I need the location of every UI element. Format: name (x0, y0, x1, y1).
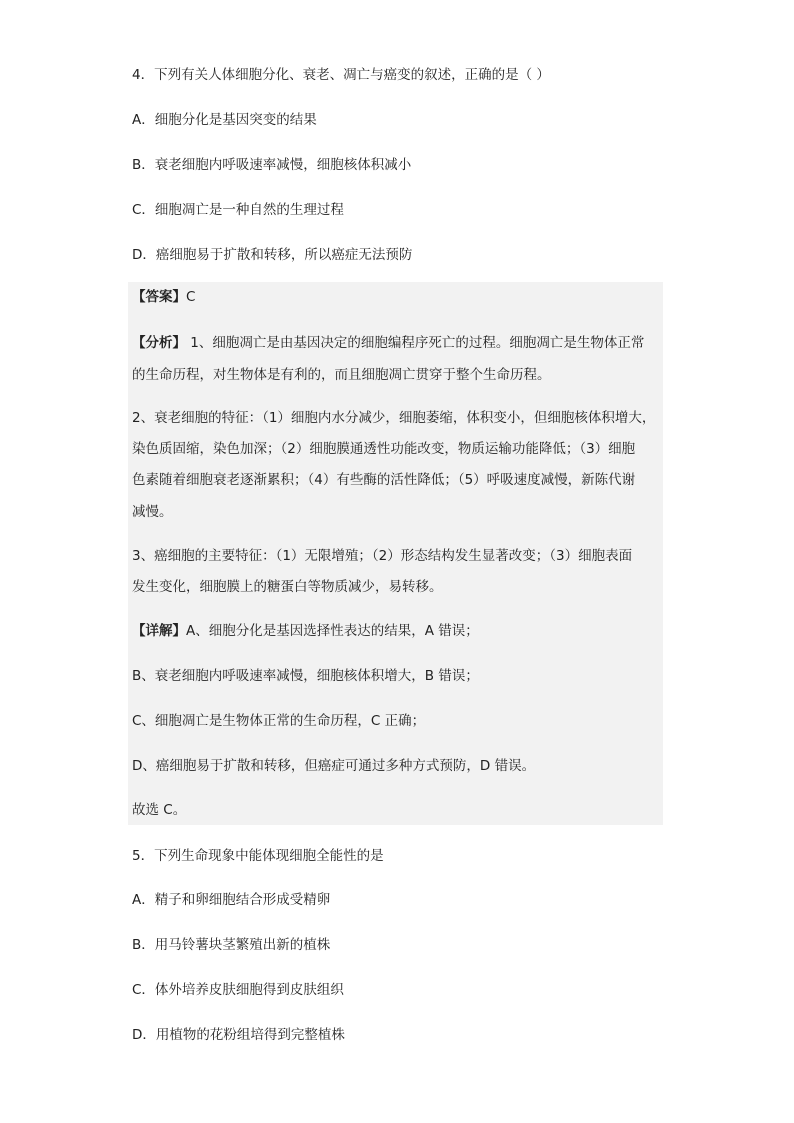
detail-text: A、细胞分化是基因选择性表达的结果，A 错误； (186, 623, 479, 639)
analysis-line-8: 发生变化，细胞膜上的糖蛋白等物质减少，易转移。 (132, 579, 443, 595)
analysis-label: 【分析】 (132, 335, 186, 351)
analysis-line-1 (132, 333, 662, 353)
question-5-option-d: D．用植物的花粉组培得到完整植株 (132, 1027, 345, 1043)
answer-label: 【答案】 (132, 289, 186, 305)
question-4-option-b: B．衰老细胞内呼吸速率减慢，细胞核体积减小 (132, 157, 412, 173)
analysis-line-5: 色素随着细胞衰老逐渐累积；（4）有些酶的活性降低；（5）呼吸速度减慢，新陈代谢 (132, 472, 636, 488)
analysis-text: 1、细胞凋亡是由基因决定的细胞编程序死亡的过程。细胞凋亡是生物体正常 (186, 335, 645, 351)
analysis-line-3: 2、衰老细胞的特征：（1）细胞内水分减少，细胞萎缩，体积变小，但细胞核体积增大， (132, 410, 656, 426)
question-5-stem: 5．下列生命现象中能体现细胞全能性的是 (132, 848, 384, 864)
answer-value: C (186, 289, 196, 305)
question-4-stem: 4．下列有关人体细胞分化、衰老、凋亡与癌变的叙述，正确的是（ ） (132, 67, 550, 83)
detail-line-4: D、癌细胞易于扩散和转移，但癌症可通过多种方式预防，D 错误。 (132, 758, 536, 774)
question-5-option-b: B．用马铃薯块茎繁殖出新的植株 (132, 937, 331, 953)
detail-label: 【详解】 (132, 623, 186, 639)
analysis-line-7: 3、癌细胞的主要特征：（1）无限增殖；（2）形态结构发生显著改变；（3）细胞表面 (132, 548, 633, 564)
question-4-option-d: D．癌细胞易于扩散和转移，所以癌症无法预防 (132, 247, 413, 263)
question-5-option-c: C．体外培养皮肤细胞得到皮肤组织 (132, 982, 344, 998)
detail-line-3: C、细胞凋亡是生物体正常的生命历程，C 正确； (132, 713, 426, 729)
detail-line-5: 故选 C。 (132, 802, 187, 818)
analysis-line-4: 染色质固缩，染色加深；（2）细胞膜通透性功能改变，物质运输功能降低；（3）细胞 (132, 441, 636, 457)
answer-line (132, 287, 662, 307)
question-4-option-c: C．细胞凋亡是一种自然的生理过程 (132, 202, 344, 218)
analysis-line-2: 的生命历程，对生物体是有利的，而且细胞凋亡贯穿于整个生命历程。 (132, 367, 551, 383)
detail-line-2: B、衰老细胞内呼吸速率减慢，细胞核体积增大，B 错误； (132, 668, 479, 684)
question-4-option-a: A．细胞分化是基因突变的结果 (132, 112, 317, 128)
detail-line-1 (132, 621, 662, 641)
question-5-option-a: A．精子和卵细胞结合形成受精卵 (132, 892, 331, 908)
analysis-line-6: 减慢。 (132, 504, 173, 520)
